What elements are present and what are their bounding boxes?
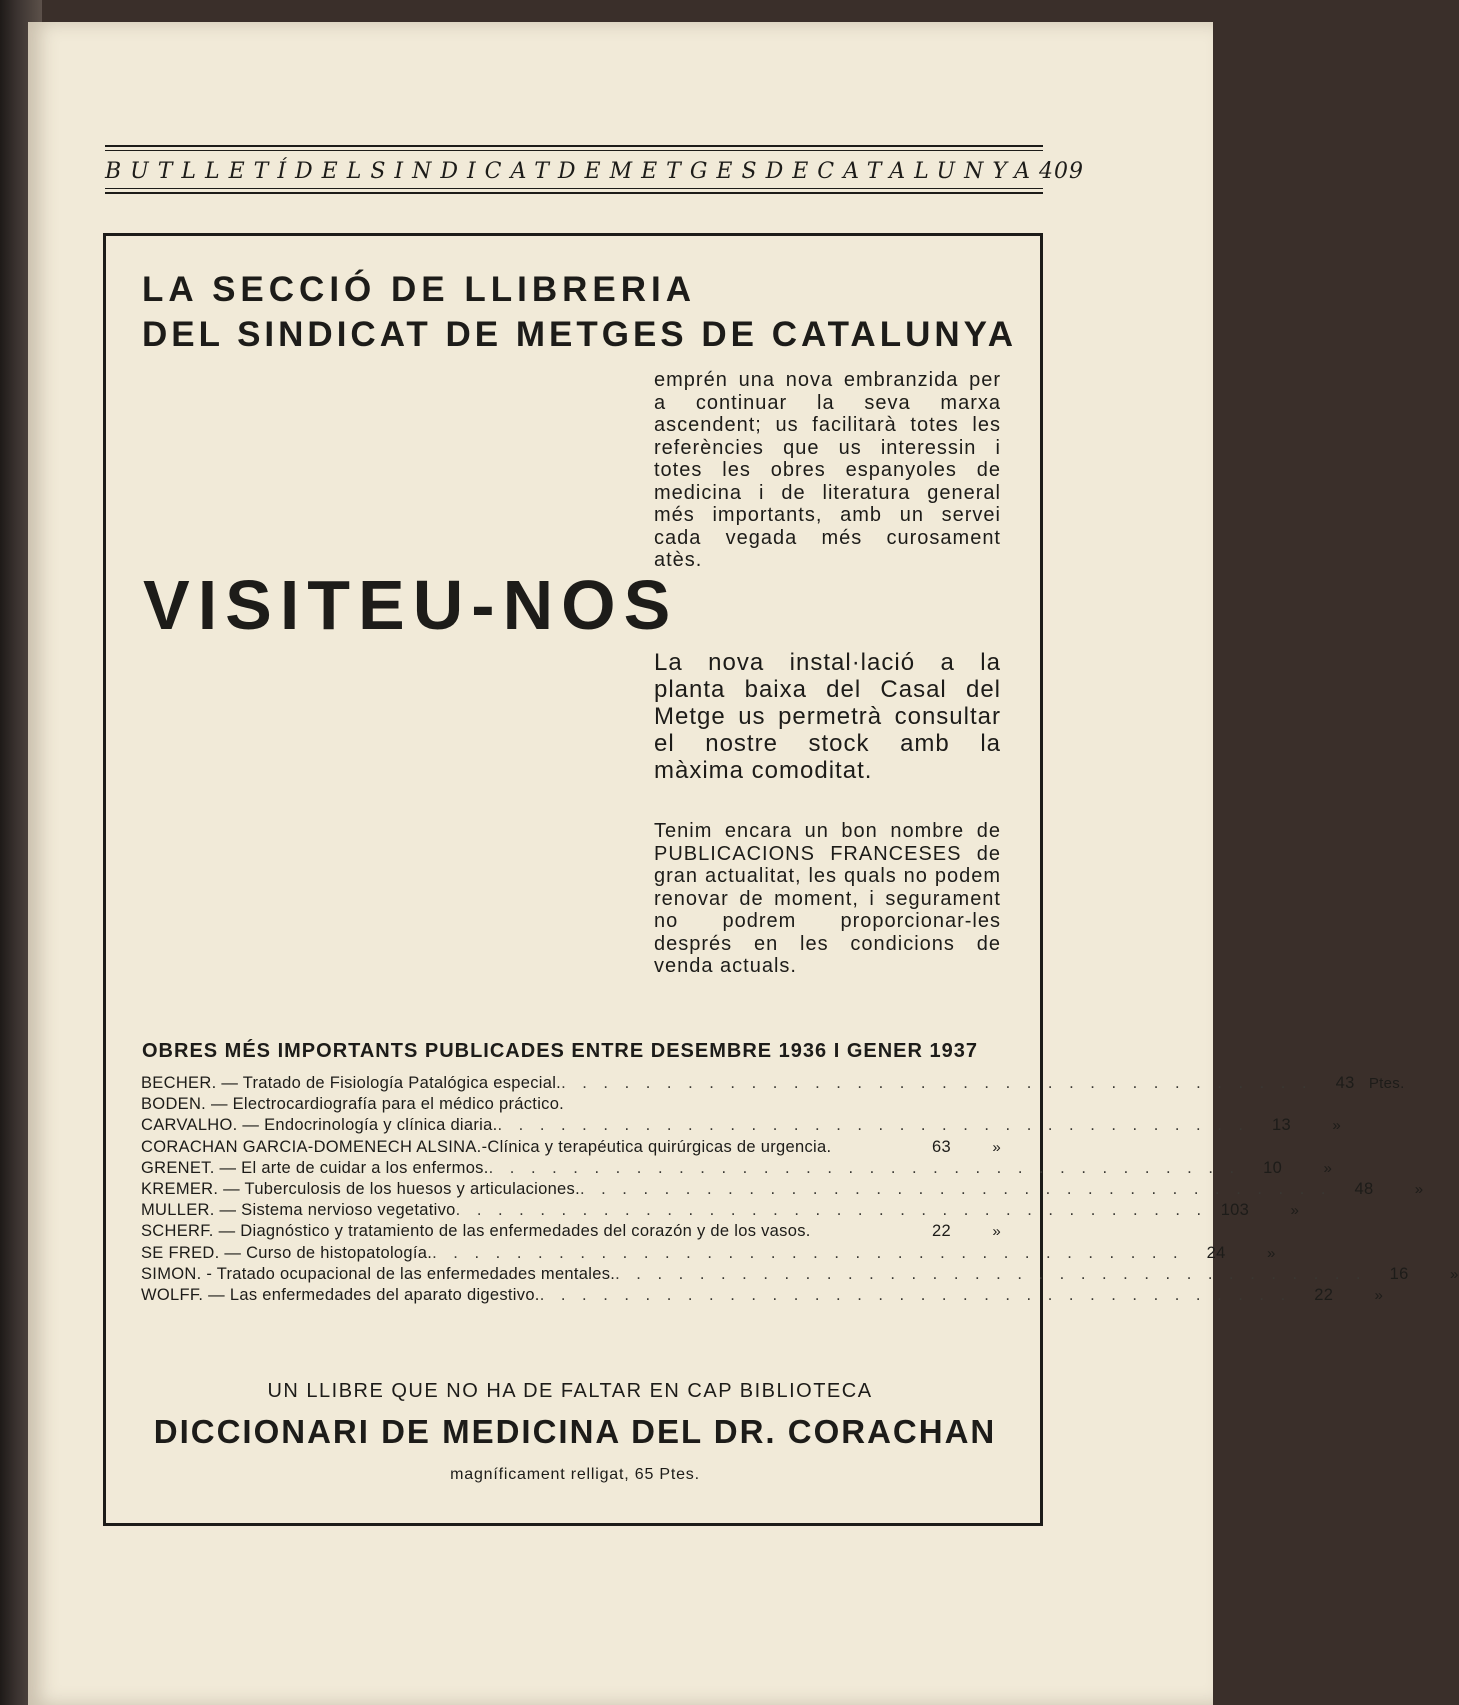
header-word: DE bbox=[557, 159, 610, 184]
header-word: SINDICAT bbox=[370, 159, 558, 184]
books-list-title: OBRES MÉS IMPORTANTS PUBLICADES ENTRE DESEMBRE 1936 I GENER 1937 bbox=[142, 1040, 979, 1062]
book-unit: » bbox=[1332, 1117, 1341, 1135]
header-word: DE bbox=[765, 159, 818, 184]
book-description: KREMER. — Tuberculosis de los huesos y articulaciones. bbox=[141, 1179, 580, 1198]
book-unit: » bbox=[992, 1223, 1001, 1241]
leader-dots: . . . . . . . . . . . . . . . . . . . . . . . . . . . . . . . . . . . . bbox=[561, 1074, 1313, 1092]
book-unit: » bbox=[1266, 1244, 1276, 1262]
french-publications-paragraph: Tenim encara un bon nombre de PUBLICACIONS FRANCESES de gran actualitat, les quals no podem renovar de moment, i segurament no podrem proporcionar-les després en les condicions de venda actuals. bbox=[654, 820, 1001, 977]
book-description: WOLFF. — Las enfermedades del aparato digestivo. bbox=[141, 1285, 540, 1304]
list-item bbox=[141, 1222, 1001, 1243]
leader-dots: . . . . . . . . . . . . . . . . . . . . . . . . . . . . . . . . . . . . bbox=[455, 1201, 1208, 1220]
book-price: 10 bbox=[1263, 1158, 1283, 1177]
book-description: CORACHAN GARCIA-DOMENECH ALSINA.-Clínica y terapéutica quirúrgicas de urgencia. bbox=[141, 1137, 832, 1156]
book-description: SE FRED. — Curso de histopatología. bbox=[141, 1243, 433, 1262]
book-unit: » bbox=[1323, 1159, 1333, 1177]
visit-heading: VISITEU-NOS bbox=[143, 566, 679, 644]
book-description: MULLER. — Sistema nervioso vegetativo bbox=[141, 1201, 456, 1220]
list-item bbox=[141, 1179, 1424, 1201]
book-description: CARVALHO. — Endocrinología y clínica diaria. bbox=[141, 1116, 498, 1135]
book-price: 22 bbox=[1314, 1285, 1334, 1304]
book-unit: » bbox=[1290, 1202, 1300, 1220]
book-price: 13 bbox=[1272, 1116, 1291, 1135]
leader-dots: . . . . . . . . . . . . . . . . . . . . . . . . . . . . . . . . . . . . bbox=[488, 1158, 1241, 1177]
leader-dots: . . . . . . . . . . . . . . . . . . . . . . . . . . . . . . . . . . . . bbox=[432, 1243, 1184, 1262]
list-item bbox=[141, 1116, 1341, 1137]
book-description: GRENET. — El arte de cuidar a los enfermos. bbox=[141, 1158, 489, 1177]
book-unit: » bbox=[1374, 1286, 1384, 1304]
book-price: 48 bbox=[1354, 1179, 1374, 1198]
page-number: 409 bbox=[1039, 159, 1085, 184]
book-description: SCHERF. — Diagnóstico y tratamiento de las enfermedades del corazón y de los vasos. bbox=[141, 1222, 811, 1241]
list-item bbox=[141, 1243, 1276, 1265]
book-description: BODEN. — Electrocardiografía para el médico práctico. bbox=[141, 1095, 565, 1114]
book-price: 103 bbox=[1220, 1201, 1250, 1220]
book-price: 16 bbox=[1389, 1264, 1409, 1283]
book-price: 22 bbox=[932, 1222, 951, 1241]
list-item bbox=[141, 1158, 1333, 1180]
book-price: 63 bbox=[932, 1137, 951, 1156]
title-line-2: DEL SINDICAT DE METGES DE CATALUNYA bbox=[142, 315, 1018, 354]
title-line-1: LA SECCIÓ DE LLIBRERIA bbox=[142, 270, 696, 309]
header-rule-top bbox=[105, 145, 1043, 147]
book-unit: » bbox=[1449, 1265, 1459, 1283]
book-price: 24 bbox=[1206, 1243, 1226, 1262]
leader-dots: . . . . . . . . . . . . . . . . . . . . . . . . . . . . . . . . . . . . bbox=[497, 1116, 1249, 1135]
running-header bbox=[105, 145, 1085, 197]
intro-paragraph: emprén una nova embranzida per a continuar la seva marxa ascendent; us facilitarà totes les referències que us interessin i totes les obres espanyoles de medicina i de literatura general més importants, amb un servei cada vegada més curosament atès. bbox=[654, 369, 1001, 571]
header-word: BUTLLETÍ bbox=[105, 159, 296, 184]
book-description: BECHER. — Tratado de Fisiología Patalógica especial. bbox=[141, 1074, 562, 1092]
header-word: CATALUNYA bbox=[817, 159, 1040, 184]
footer-tagline: UN LLIBRE QUE NO HA DE FALTAR EN CAP BIBLIOTECA bbox=[267, 1380, 873, 1402]
footer-title: DICCIONARI DE MEDICINA DEL DR. CORACHAN bbox=[153, 1413, 997, 1450]
list-item bbox=[141, 1264, 1459, 1286]
list-item bbox=[141, 1201, 1300, 1222]
header-word: METGES bbox=[609, 159, 766, 184]
header-rule-bottom-2 bbox=[105, 192, 1043, 194]
installation-paragraph: La nova instal·lació a la planta baixa del Casal del Metge us permetrà consultar el nostre stock amb la màxima comoditat. bbox=[654, 649, 1001, 784]
books-list bbox=[141, 1074, 1459, 1307]
book-unit: Ptes. bbox=[1368, 1075, 1405, 1092]
header-rule-bottom bbox=[105, 188, 1043, 189]
book-price: 43 bbox=[1335, 1074, 1355, 1092]
book-unit: » bbox=[1414, 1180, 1424, 1198]
leader-dots: . . . . . . . . . . . . . . . . . . . . . . . . . . . . . . . . . . . . bbox=[579, 1179, 1332, 1198]
leader-dots: . . . . . . . . . . . . . . . . . . . . . . . . . . . . . . . . . . . . bbox=[539, 1285, 1292, 1304]
header-title bbox=[105, 154, 1085, 188]
list-item bbox=[141, 1095, 1001, 1116]
footer-note: magníficament relligat, 65 Ptes. bbox=[450, 1466, 700, 1483]
list-item bbox=[141, 1285, 1384, 1307]
list-item bbox=[141, 1138, 1001, 1159]
header-rule-top-2 bbox=[105, 150, 1043, 151]
header-word: DEL bbox=[295, 159, 371, 184]
list-item bbox=[141, 1074, 1405, 1095]
book-unit: » bbox=[992, 1138, 1001, 1156]
leader-dots: . . . . . . . . . . . . . . . . . . . . . . . . . . . . . . . . . . . . bbox=[615, 1264, 1367, 1283]
book-description: SIMON. - Tratado ocupacional de las enfermedades mentales. bbox=[141, 1264, 616, 1283]
